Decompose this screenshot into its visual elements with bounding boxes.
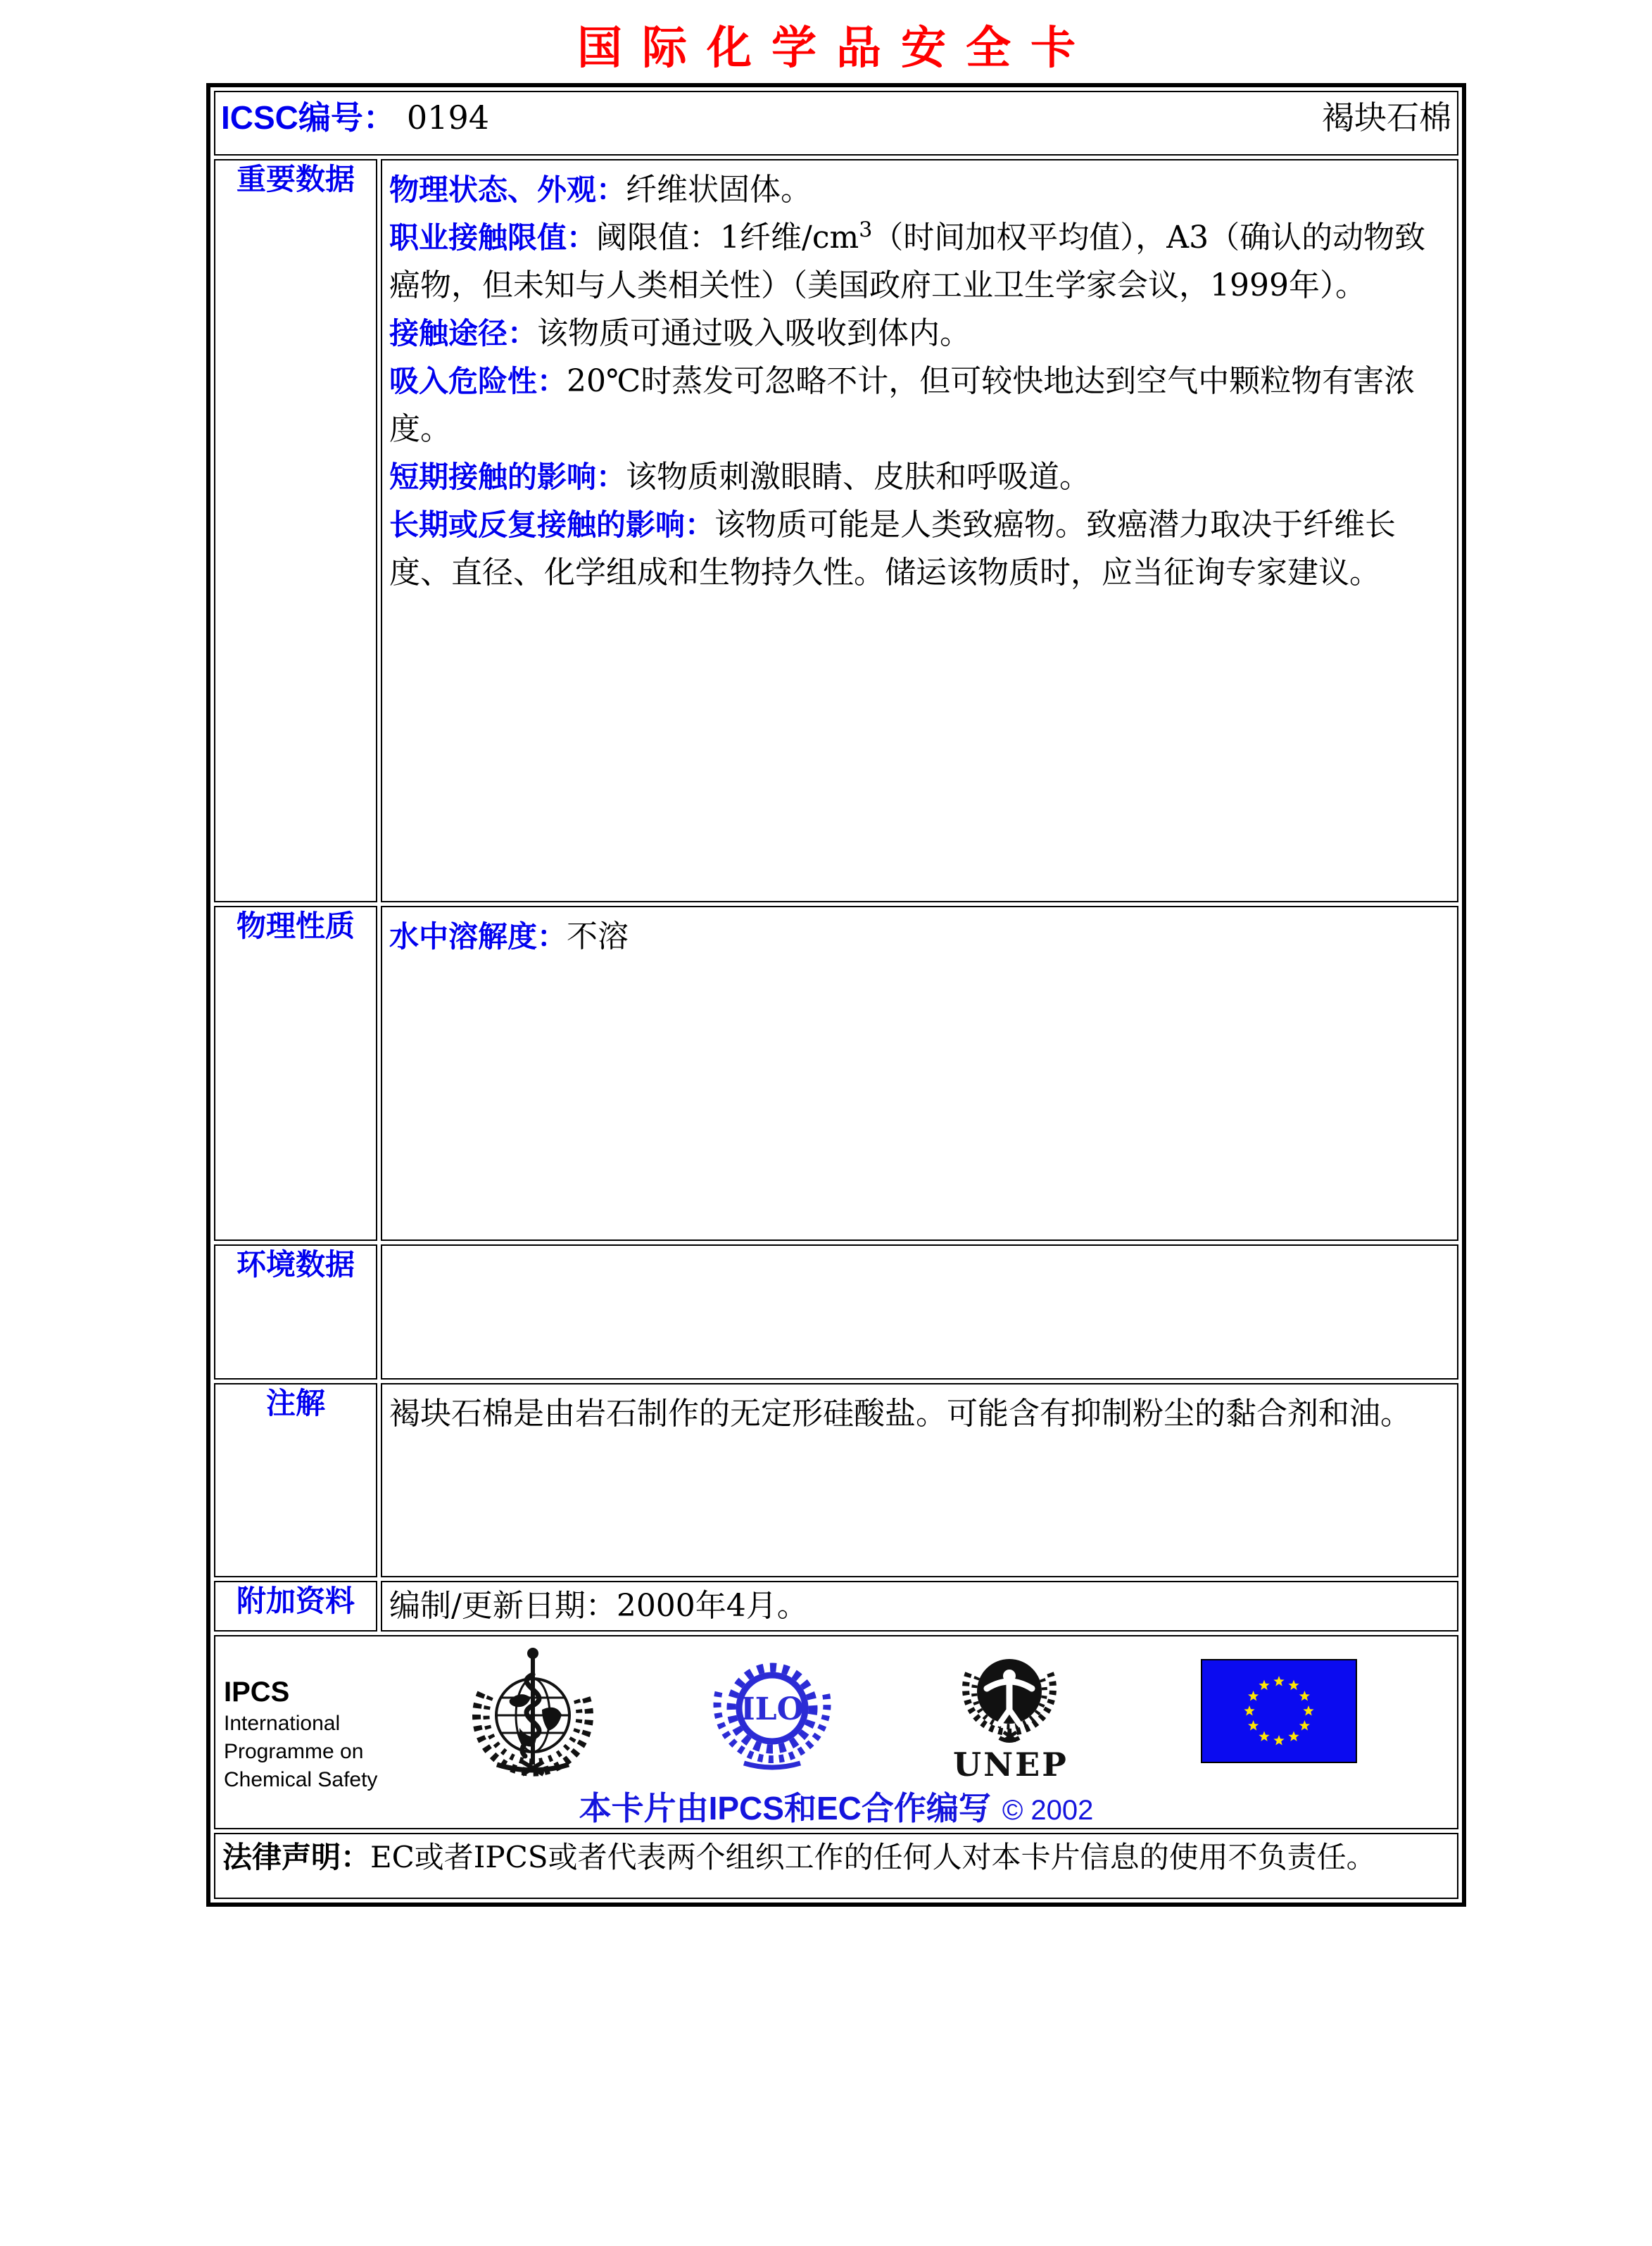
environmental-data-content xyxy=(381,1244,1458,1380)
unep-label: UNEP xyxy=(953,1746,1068,1784)
physical-properties-content xyxy=(381,906,1458,1241)
field-label-long-term-effects: 长期或反复接触的影响： xyxy=(389,508,715,541)
physical-properties-row xyxy=(214,906,1458,1241)
header-cell xyxy=(214,91,1458,156)
field-label-routes-of-exposure: 接触途径： xyxy=(389,317,538,350)
who-emblem-svg xyxy=(469,1645,597,1777)
field-text-short-term-effects: 该物质刺激眼睛、皮肤和呼吸道。 xyxy=(626,459,1091,495)
icsc-number-value: 0194 xyxy=(406,99,489,137)
ipcs-line-3: Chemical Safety xyxy=(224,1768,378,1791)
eu-flag-svg xyxy=(1201,1659,1357,1763)
section-label-environmental-data: 环境数据 xyxy=(214,1244,377,1380)
unep-emblem-svg xyxy=(953,1646,1066,1745)
field-text-long-term-effects: 该物质可能是人类致癌物。致癌潜力取决于纤维长度、直径、化学组成和生物持久性。储运该物质时，应当征询专家建议。 xyxy=(389,507,1396,591)
section-label-additional-info: 附加资料 xyxy=(214,1581,377,1632)
important-data-content xyxy=(381,159,1458,902)
icsc-card-table xyxy=(206,83,1466,1907)
ipcs-wordmark xyxy=(224,1674,377,1794)
field-physical-state xyxy=(389,166,1450,214)
ilo-logo-icon xyxy=(708,1651,836,1774)
field-text-oel-after-sup: （时间加权平均值），A3（确认的动物致癌物，但未知与人类相关性）（美国政府工业卫生学家会议，1999年）。 xyxy=(389,220,1426,303)
important-data-row xyxy=(214,159,1458,902)
field-inhalation-risk xyxy=(389,358,1450,453)
additional-info-content: 编制/更新日期：2000年4月。 xyxy=(381,1581,1458,1632)
notes-row xyxy=(214,1383,1458,1577)
eu-flag-icon xyxy=(1201,1659,1357,1766)
legal-cell xyxy=(214,1833,1458,1899)
notes-content: 褐块石棉是由岩石制作的无定形硅酸盐。可能含有抑制粉尘的黏合剂和油。 xyxy=(381,1383,1458,1577)
field-label-inhalation-risk: 吸入危险性： xyxy=(389,365,567,398)
section-label-important-data: 重要数据 xyxy=(214,159,377,902)
field-routes-of-exposure xyxy=(389,310,1450,358)
copyright-text: © 2002 xyxy=(1002,1795,1094,1826)
field-label-water-solubility: 水中溶解度： xyxy=(389,920,567,953)
chemical-name: 褐块石棉 xyxy=(1322,99,1451,137)
who-logo-icon xyxy=(469,1645,597,1780)
unep-logo-icon xyxy=(953,1646,1068,1784)
header-flex xyxy=(221,92,1451,139)
icsc-number xyxy=(221,92,489,139)
legal-notice-text: EC或者IPCS或者代表两个组织工作的任何人对本卡片信息的使用不负责任。 xyxy=(370,1840,1376,1874)
cooperation-caption xyxy=(215,1783,1457,1829)
field-short-term-effects xyxy=(389,453,1450,501)
field-text-physical-state: 纤维状固体。 xyxy=(626,172,812,208)
legal-notice-label: 法律声明： xyxy=(222,1841,371,1874)
field-long-term-effects xyxy=(389,501,1450,597)
section-label-notes: 注解 xyxy=(214,1383,377,1577)
legal-row xyxy=(214,1833,1458,1899)
logos-cell xyxy=(214,1635,1458,1829)
cooperation-caption-text: 本卡片由IPCS和EC合作编写 xyxy=(579,1790,991,1827)
ipcs-acronym: IPCS xyxy=(224,1677,290,1708)
additional-info-row xyxy=(214,1581,1458,1632)
ipcs-line-2: Programme on xyxy=(224,1740,364,1763)
field-water-solubility xyxy=(389,913,1450,961)
logos-row xyxy=(214,1635,1458,1829)
page-title: 国际化学品安全卡 xyxy=(577,22,1095,75)
field-label-occupational-exposure-limits: 职业接触限值： xyxy=(389,221,597,254)
field-text-oel-before-sup: 阈限值：1纤维/cm xyxy=(596,220,859,255)
field-text-water-solubility: 不溶 xyxy=(567,919,629,954)
header-row xyxy=(214,91,1458,156)
environmental-data-row xyxy=(214,1244,1458,1380)
field-label-short-term-effects: 短期接触的影响： xyxy=(389,460,626,493)
field-occupational-exposure-limits xyxy=(389,214,1450,310)
icsc-number-label: ICSC编号： xyxy=(221,99,396,136)
field-text-oel-superscript: 3 xyxy=(859,217,873,243)
ilo-emblem-svg xyxy=(708,1651,836,1772)
ilo-letters: ILO xyxy=(740,1691,804,1727)
section-label-physical-properties: 物理性质 xyxy=(214,906,377,1241)
field-text-routes-of-exposure: 该物质可通过吸入吸收到体内。 xyxy=(537,315,971,351)
field-text-inhalation-risk: 20℃时蒸发可忽略不计，但可较快地达到空气中颗粒物有害浓度。 xyxy=(389,363,1415,447)
field-label-physical-state: 物理状态、外观： xyxy=(389,173,626,206)
ipcs-line-1: International xyxy=(224,1712,341,1735)
